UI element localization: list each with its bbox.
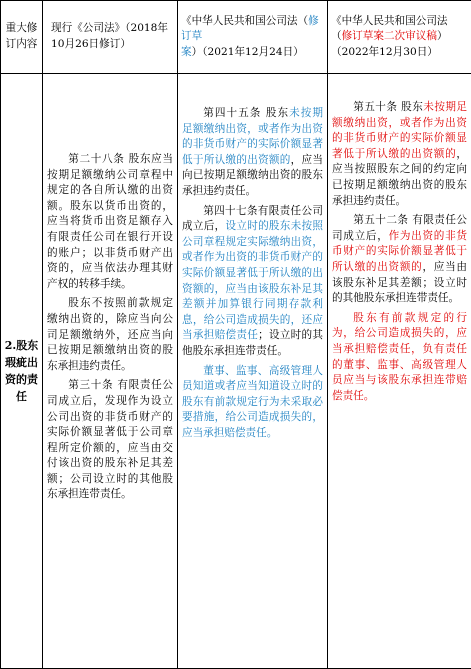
draft1-art47-para2: 董事、监事、高级管理人员知道或者应当知道设立时的股东有前款规定行为未采取必要措施，给公司造成损失的，应当承担赔偿责任。 [182, 364, 323, 442]
draft1-art45-tail: ，应当向已按期足额缴纳出资的股东承担违约责任。 [182, 154, 323, 197]
draft2-art50 [332, 100, 467, 209]
draft1-art47 [182, 204, 323, 360]
header-topic-text: 重大修订内容 [6, 22, 38, 50]
header-draft1-title-b: ）（2021年12月24日） [192, 46, 304, 58]
draft2-art52 [332, 213, 467, 307]
header-current-law-text: 现行《公司法》（2018年10月26日修订） [51, 22, 168, 50]
header-draft2-title-b: ）（2022年12月30日） [331, 30, 448, 58]
draft2-cell [328, 74, 471, 669]
header-draft1-title-a: 《中华人民共和国公司法（ [181, 15, 308, 27]
header-topic [1, 1, 43, 74]
topic-cell [1, 74, 43, 669]
draft2-art52-para2: 股东有前款规定的行为，给公司造成损失的，应当承担赔偿责任，负有责任的董事、监事、高级管理人员应当与该股东承担连带赔偿责任。 [332, 311, 467, 405]
draft1-art47-lead: 第四十七条有限责任公司成立后， [182, 205, 323, 233]
content-row [1, 74, 471, 669]
draft2-art52-change: 作为出资的非货币财产的实际价额显著低于所认缴的出资额的 [332, 230, 467, 273]
current-art28: 第二十八条 股东应当按期足额缴纳公司章程中规定的各自所认缴的出资额。股东以货币出资的，应当将货币出资足额存入有限责任公司在银行开设的账户；以非货币财产出资的，应当依法办理其财产权的转移手续。 [47, 152, 173, 292]
current-law-cell [43, 74, 178, 669]
header-current-law [43, 1, 178, 74]
draft2-art50-lead: 第五十条 股东 [353, 101, 423, 113]
draft2-art52-mid: ，应当由该股东补足其差额；设立时的其他股东承担连带责任。 [332, 261, 467, 304]
current-art28-para2: 股东不按照前款规定缴纳出资的，除应当向公司足额缴纳外，还应当向已按期足额缴纳出资的股东承担违约责任。 [47, 296, 173, 374]
draft1-art47-tail: ；设立时的其他股东承担连带责任。 [182, 329, 323, 357]
draft1-cell [178, 74, 328, 669]
header-row [1, 1, 471, 74]
header-draft2-title-a: 《中华人民共和国公司法（ [331, 15, 448, 43]
draft2-art50-change: 未按期足额缴纳出资，或者作为出资的非货币财产的实际价额显著低于所认缴的出资额的 [332, 101, 467, 160]
header-draft2 [328, 1, 471, 74]
draft2-art52-lead: 第五十二条 有限责任公司成立后， [332, 214, 467, 242]
draft1-art45 [182, 106, 323, 200]
draft1-art47-change: 设立时的股东未按照公司章程规定实际缴纳出资，或者作为出资的非货币财产的实际价额显著低于所认缴的出资额的，应当由该股东补足其差额并加算银行同期存款利息，给公司造成损失的，还应当承担赔偿责任 [182, 220, 323, 341]
draft1-art45-change: 未按期足额缴纳出资，或者作为出资的非货币财产的实际价额显著低于所认缴的出资额的 [182, 107, 323, 166]
current-art30: 第三十条 有限责任公司成立后，发现作为设立公司出资的非货币财产的实际价额显著低于公司章程所定价额的，应当由交付该出资的股东补足其差额；公司设立时的其他股东承担连带责任。 [47, 378, 173, 503]
header-draft1-note: 修订草案 [181, 15, 319, 58]
draft2-art50-tail: ，应当按照股东之间的约定向已按期足额缴纳出资的股东承担违约责任。 [332, 148, 467, 207]
topic-text: 2.股东瑕疵出资的责任 [5, 339, 38, 403]
header-draft2-note: 修订草案二次审议稿 [342, 30, 437, 42]
draft1-art45-lead: 第四十五条 股东 [203, 107, 289, 119]
header-draft1 [178, 1, 328, 74]
